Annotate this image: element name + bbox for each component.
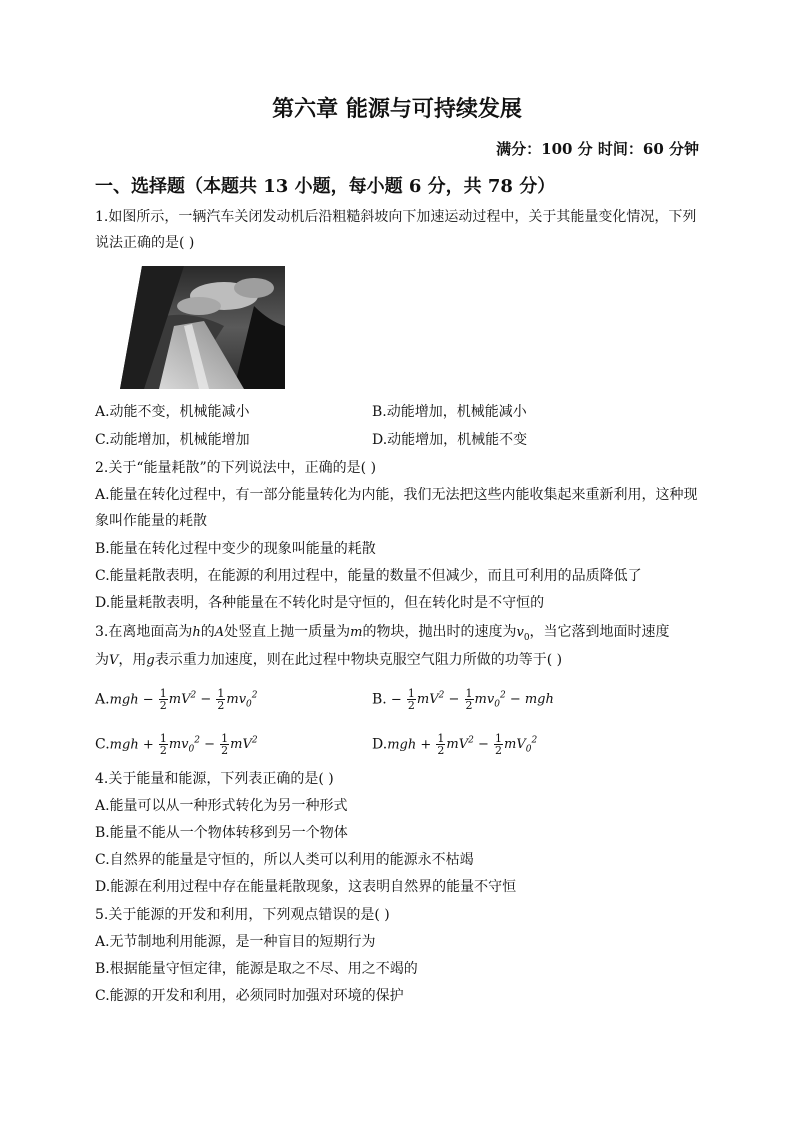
q2-option-c: C.能量耗散表明，在能源的利用过程中，能量的数量不但减少，而且可利用的品质降低了 — [95, 568, 642, 584]
q1-option-b: B.动能增加，机械能减小 — [372, 404, 527, 420]
q2-option-a-line2: 象叫作能量的耗散 — [95, 513, 207, 529]
section-heading: 一、选择题（本题共 13 小题，每小题 6 分，共 78 分） — [95, 176, 556, 197]
q3-stem-line2: 为V，用g表示重力加速度，则在此过程中物块克服空气阻力所做的功等于( ) — [95, 652, 563, 668]
q3-option-a: A.mgh − $\frac{1}{2}$ $mV^2$ − $\frac{1}{2}$ $mv_0^2$ — [95, 686, 258, 712]
q1-stem-line1: 1.如图所示，一辆汽车关闭发动机后沿粗糙斜坡向下加速运动过程中，关于其能量变化情况，下列 — [95, 209, 697, 225]
q4-option-b: B.能量不能从一个物体转移到另一个物体 — [95, 825, 348, 841]
q1-option-c: C.动能增加，机械能增加 — [95, 432, 250, 448]
q3-stem-line1: 3.在离地面高为h的A处竖直上抛一质量为m的物块，抛出时的速度为$v_0$，当它落到地面时速度 — [95, 624, 670, 643]
q4-option-a: A.能量可以从一种形式转化为另一种形式 — [95, 798, 348, 814]
q5-option-a: A.无节制地利用能源，是一种盲目的短期行为 — [95, 934, 376, 950]
q1-option-d: D.动能增加，机械能不变 — [372, 432, 528, 448]
q5-stem: 5.关于能源的开发和利用，下列观点错误的是( ) — [95, 907, 390, 923]
q1-option-a: A.动能不变，机械能减小 — [95, 404, 250, 420]
q1-stem-line2: 说法正确的是( ) — [95, 235, 195, 251]
page-title: 第六章 能源与可持续发展 — [272, 96, 522, 122]
q3-option-c: C.mgh + $\frac{1}{2}$ $mv_0^2$ − $\frac{1}{2}$ $mV^2$ — [95, 731, 258, 757]
slope-road-image — [104, 266, 285, 389]
q4-stem: 4.关于能量和能源，下列表正确的是( ) — [95, 771, 334, 787]
q2-option-a-line1: A.能量在转化过程中，有一部分能量转化为内能，我们无法把这些内能收集起来重新利用，这种现 — [95, 487, 698, 503]
q2-option-d: D.能量耗散表明，各种能量在不转化时是守恒的，但在转化时是不守恒的 — [95, 595, 545, 611]
q5-option-b: B.根据能量守恒定律，能源是取之不尽、用之不竭的 — [95, 961, 418, 977]
q3-option-b: B. − $\frac{1}{2}$ $mV^2$ − $\frac{1}{2}$ $mv_0^2$ − mgh — [372, 686, 554, 712]
q3-option-d: D.mgh + $\frac{1}{2}$ $mV^2$ − $\frac{1}{2}$ $mV_0^2$ — [372, 731, 538, 757]
q4-option-c: C.自然界的能量是守恒的，所以人类可以利用的能源永不枯竭 — [95, 852, 474, 868]
q4-option-d: D.能源在利用过程中存在能量耗散现象，这表明自然界的能量不守恒 — [95, 879, 517, 895]
q2-stem: 2.关于“能量耗散”的下列说法中，正确的是( ) — [95, 460, 377, 476]
score-time-info: 满分：100 分 时间：60 分钟 — [496, 140, 699, 158]
q5-option-c: C.能源的开发和利用，必须同时加强对环境的保护 — [95, 988, 404, 1004]
q2-option-b: B.能量在转化过程中变少的现象叫能量的耗散 — [95, 541, 376, 557]
